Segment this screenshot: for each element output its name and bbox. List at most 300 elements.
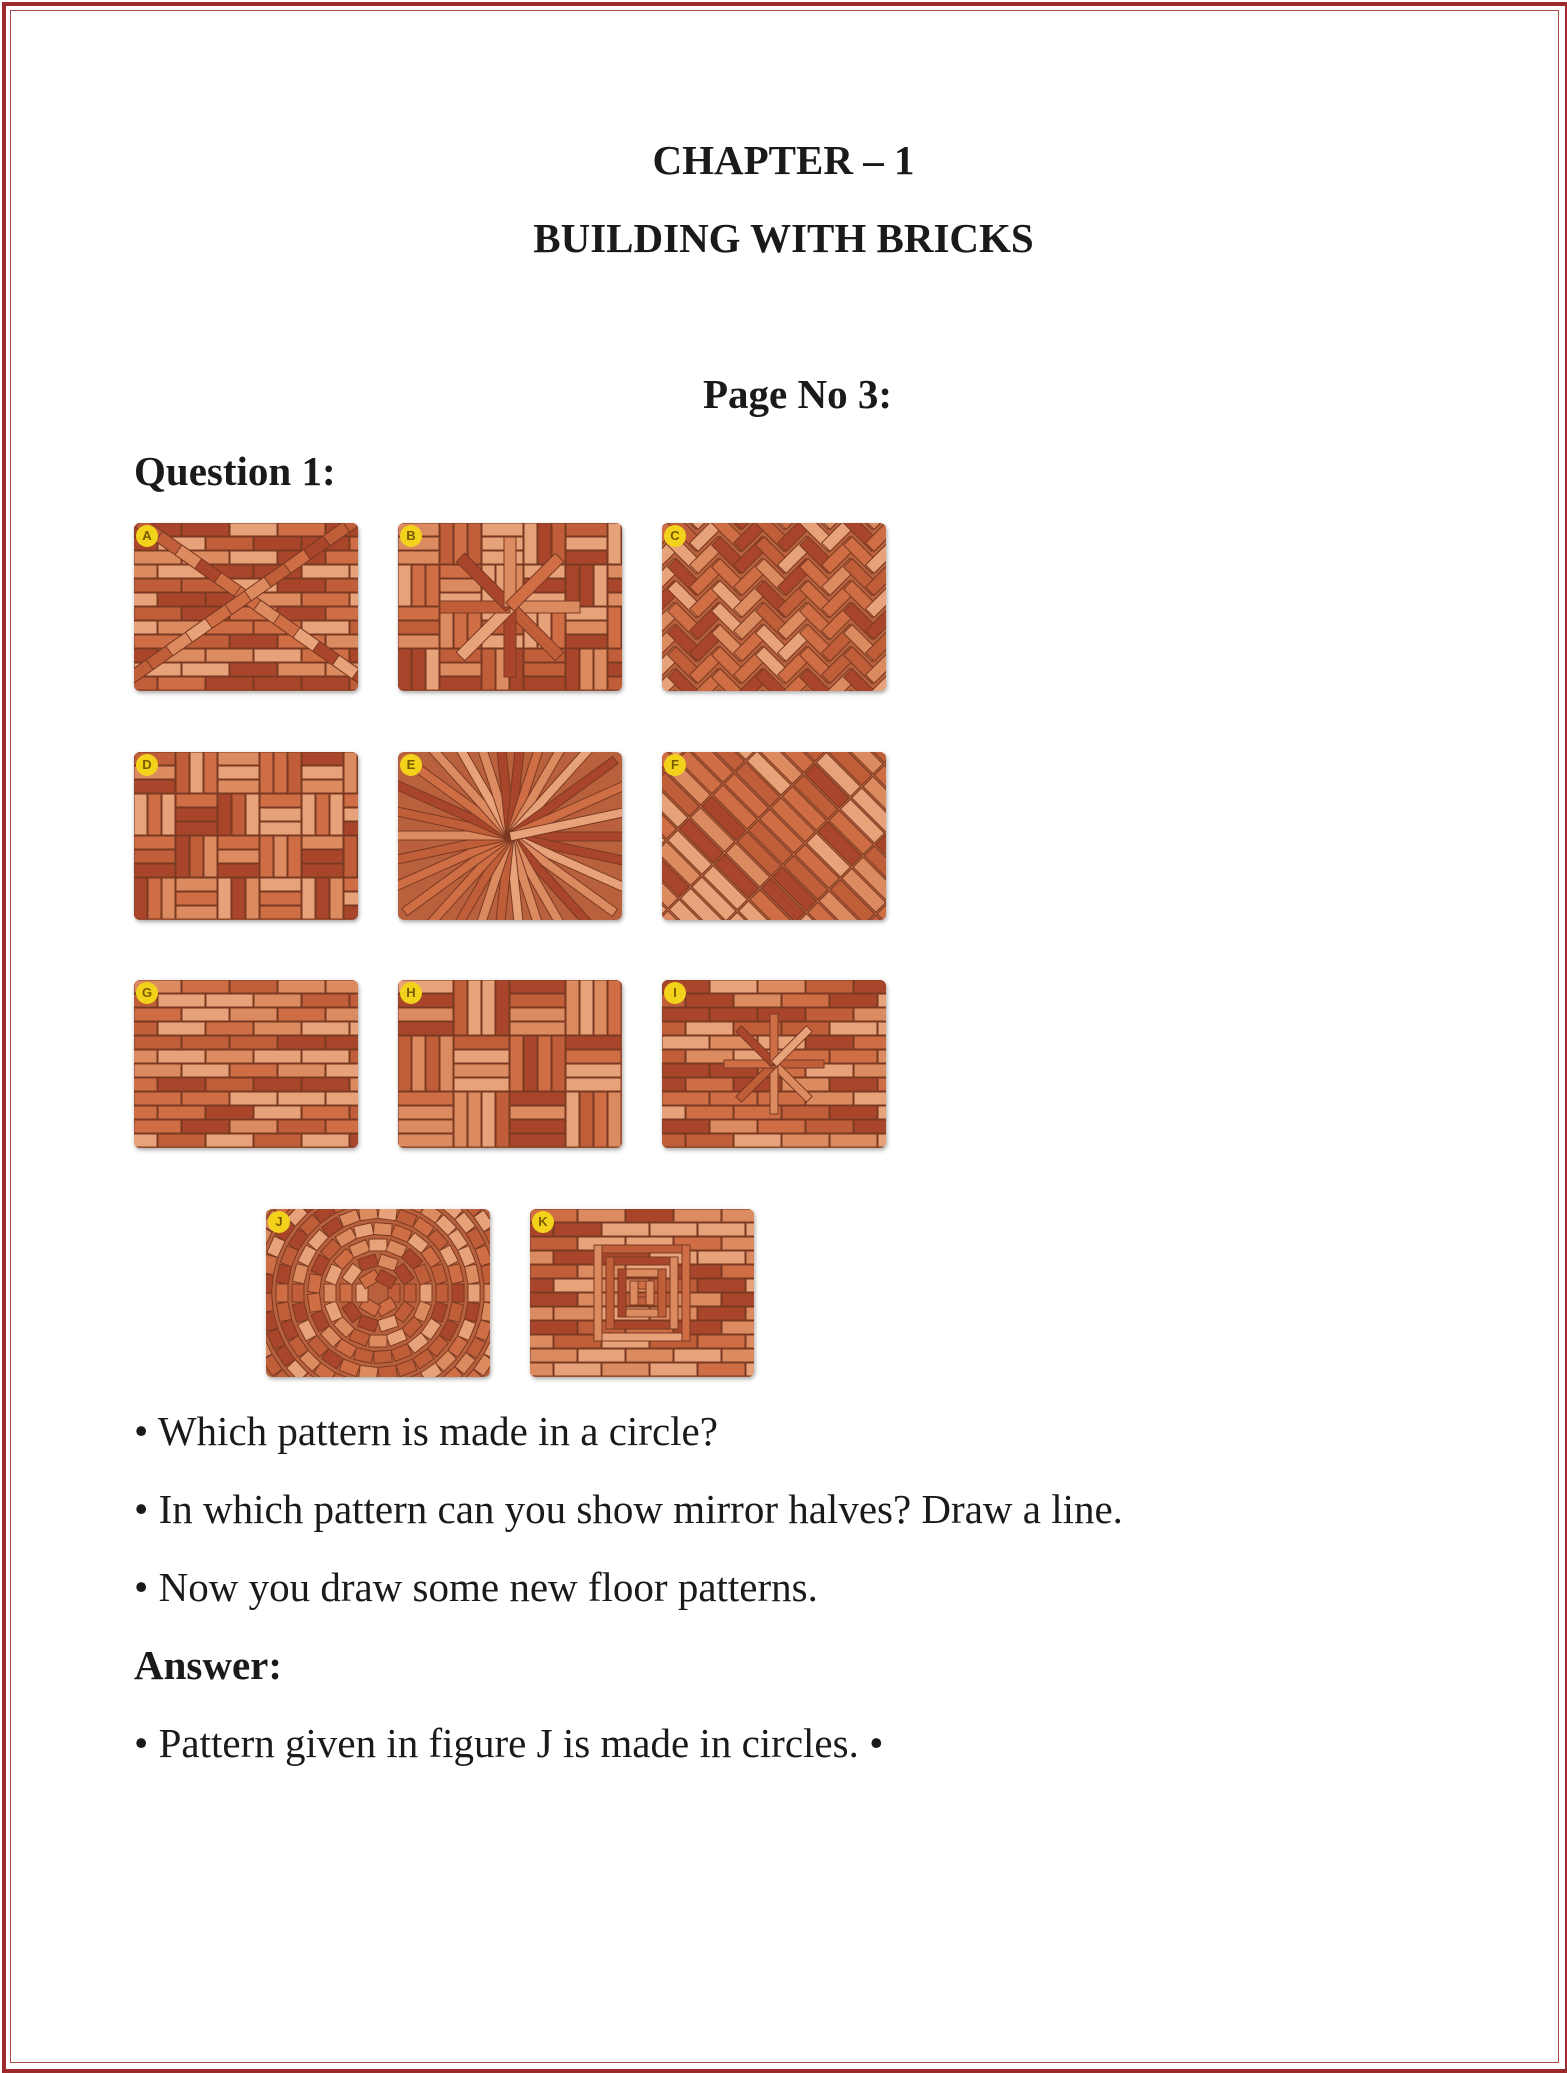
brick <box>218 752 259 765</box>
brick <box>412 1036 425 1091</box>
brick <box>566 1036 621 1049</box>
brick <box>662 1022 685 1035</box>
brick <box>618 1269 626 1317</box>
brick <box>134 780 175 793</box>
brick <box>594 1245 602 1341</box>
brick <box>722 1265 754 1278</box>
brick <box>806 980 853 993</box>
brick <box>782 994 829 1007</box>
brick <box>722 1237 754 1250</box>
brick <box>266 1293 273 1312</box>
brick <box>326 1036 358 1049</box>
brick <box>324 1284 336 1302</box>
brick <box>373 1223 392 1236</box>
brick <box>530 1321 577 1334</box>
brick <box>254 1134 301 1147</box>
brick <box>302 864 343 877</box>
brick <box>524 677 565 690</box>
brick <box>204 752 217 793</box>
brick <box>182 1092 229 1105</box>
brick <box>782 1134 829 1147</box>
figure-label-badge: E <box>400 754 422 776</box>
brick <box>878 1022 886 1035</box>
brick <box>176 836 189 877</box>
brick <box>206 1106 253 1119</box>
brick <box>278 579 325 592</box>
brick <box>278 1008 325 1021</box>
brick <box>398 649 411 690</box>
brick <box>218 878 231 919</box>
brick <box>510 980 565 993</box>
brick <box>646 1281 654 1305</box>
brick <box>254 1022 301 1035</box>
brick <box>454 1078 509 1091</box>
brick <box>530 1293 577 1306</box>
brick <box>698 1223 745 1236</box>
brick <box>398 551 439 564</box>
brick <box>302 878 315 919</box>
brick <box>854 1092 886 1105</box>
brick <box>326 635 358 648</box>
brick <box>230 551 277 564</box>
brick <box>608 593 622 606</box>
brick <box>510 1134 565 1147</box>
brick <box>230 1092 277 1105</box>
brick <box>302 1022 349 1035</box>
brick <box>468 980 481 1035</box>
brick <box>176 808 217 821</box>
question-label: Question 1: <box>134 447 336 495</box>
brick <box>176 892 217 905</box>
brick <box>158 1050 205 1063</box>
brick <box>326 980 358 993</box>
brick <box>454 1092 467 1147</box>
brick <box>758 1120 805 1133</box>
brick-pattern <box>398 752 622 920</box>
brick <box>482 649 495 690</box>
brick <box>734 994 781 1007</box>
brick <box>566 1050 621 1063</box>
brick <box>426 565 439 606</box>
brick <box>206 1078 253 1091</box>
brick <box>350 593 358 606</box>
brick <box>398 1036 411 1091</box>
brick <box>182 1008 229 1021</box>
brick <box>746 1251 754 1264</box>
brick <box>854 1036 886 1049</box>
brick <box>278 1092 325 1105</box>
brick <box>350 1022 358 1035</box>
brick <box>359 1365 378 1377</box>
brick <box>134 1036 181 1049</box>
figure-k <box>530 1209 754 1377</box>
brick <box>710 980 757 993</box>
brick <box>662 1092 709 1105</box>
brick <box>578 1209 625 1222</box>
chapter-heading: CHAPTER – 1 <box>0 136 1567 184</box>
brick <box>316 878 329 919</box>
brick <box>302 1134 349 1147</box>
figure-i <box>662 980 886 1148</box>
brick <box>578 1349 625 1362</box>
brick <box>854 980 886 993</box>
figure-label-badge: D <box>136 754 158 776</box>
brick <box>830 1134 877 1147</box>
brick <box>806 1008 853 1021</box>
brick <box>552 1036 565 1091</box>
brick <box>278 980 325 993</box>
brick <box>134 878 147 919</box>
brick <box>254 1078 301 1091</box>
brick <box>326 551 358 564</box>
brick <box>686 994 733 1007</box>
brick <box>326 1120 358 1133</box>
brick <box>662 1064 709 1077</box>
brick <box>746 1307 754 1320</box>
brick <box>398 565 411 606</box>
brick <box>746 1363 754 1376</box>
brick <box>182 663 229 676</box>
brick <box>134 1008 181 1021</box>
brick <box>218 850 259 863</box>
brick <box>350 1106 358 1119</box>
figure-label-badge: F <box>664 754 686 776</box>
brick <box>662 1036 709 1049</box>
brick <box>292 1284 304 1302</box>
brick <box>454 1064 509 1077</box>
brick <box>398 1008 453 1021</box>
brick <box>662 1078 685 1091</box>
brick <box>373 1350 392 1363</box>
brick <box>830 994 877 1007</box>
figure-label-badge: J <box>268 1211 290 1233</box>
brick <box>206 649 253 662</box>
brick <box>254 677 301 690</box>
brick <box>369 1239 387 1251</box>
brick <box>302 565 349 578</box>
brick <box>594 565 607 606</box>
brick <box>254 994 301 1007</box>
brick <box>698 1279 745 1292</box>
brick <box>468 1284 480 1302</box>
brick <box>158 677 205 690</box>
brick <box>454 1036 509 1049</box>
brick <box>134 794 147 835</box>
brick <box>662 1134 685 1147</box>
brick <box>420 1284 432 1302</box>
brick <box>134 593 157 606</box>
brick <box>530 1349 577 1362</box>
brick <box>206 1022 253 1035</box>
brick <box>398 1106 453 1119</box>
brick <box>134 1120 181 1133</box>
brick <box>686 1134 733 1147</box>
brick <box>218 766 259 779</box>
figure-c <box>662 523 886 691</box>
brick <box>218 780 259 793</box>
brick <box>326 1064 358 1077</box>
brick <box>344 906 358 919</box>
brick <box>344 836 357 877</box>
brick <box>206 1050 253 1063</box>
figure-f <box>662 752 886 920</box>
brick <box>260 878 301 891</box>
brick <box>746 1223 754 1236</box>
brick <box>326 1092 358 1105</box>
figure-h <box>398 980 622 1148</box>
brick <box>350 621 358 634</box>
brick <box>134 565 157 578</box>
figure-label-badge: H <box>400 982 422 1004</box>
brick <box>398 607 439 620</box>
brick <box>340 1284 352 1302</box>
figure-g <box>134 980 358 1148</box>
brick <box>260 906 301 919</box>
brick <box>830 1022 877 1035</box>
brick <box>594 980 607 1035</box>
brick <box>746 1335 754 1348</box>
brick <box>758 1008 805 1021</box>
brick <box>580 1092 593 1147</box>
brick <box>288 752 301 793</box>
brick <box>606 1321 678 1329</box>
brick <box>606 1257 614 1329</box>
brick <box>530 1251 553 1264</box>
brick <box>398 1092 453 1105</box>
brick <box>330 794 343 835</box>
brick <box>134 850 175 863</box>
brick <box>670 1257 678 1329</box>
brick <box>260 794 301 807</box>
brick <box>254 649 301 662</box>
brick <box>344 878 358 891</box>
brick <box>878 994 886 1007</box>
brick <box>468 1092 481 1147</box>
brick-pattern <box>134 523 358 691</box>
brick <box>206 677 253 690</box>
brick <box>134 1064 181 1077</box>
brick <box>232 794 245 835</box>
brick-pattern <box>398 523 622 691</box>
brick <box>134 836 175 849</box>
brick <box>176 822 217 835</box>
brick <box>482 980 495 1035</box>
brick <box>878 1050 886 1063</box>
brick <box>426 649 439 690</box>
brick <box>626 1209 673 1222</box>
chapter-title: BUILDING WITH BRICKS <box>0 214 1567 262</box>
brick <box>302 1078 349 1091</box>
brick <box>538 1036 551 1091</box>
brick <box>854 1120 886 1133</box>
brick <box>288 836 301 877</box>
brick <box>134 607 181 620</box>
brick <box>674 1265 721 1278</box>
brick <box>398 1120 453 1133</box>
brick <box>182 523 229 536</box>
brick <box>806 1092 853 1105</box>
brick <box>510 1092 565 1105</box>
brick <box>254 1050 301 1063</box>
brick <box>524 523 537 564</box>
brick <box>482 537 523 550</box>
brick <box>482 551 523 564</box>
brick <box>134 864 175 877</box>
brick <box>398 635 439 648</box>
brick <box>230 523 277 536</box>
brick <box>302 850 343 863</box>
brick <box>369 1335 387 1347</box>
brick <box>530 1279 553 1292</box>
brick <box>302 621 349 634</box>
brick <box>594 649 607 690</box>
brick <box>662 1050 685 1063</box>
brick <box>134 579 181 592</box>
brick <box>510 1120 565 1133</box>
brick <box>806 1036 853 1049</box>
brick <box>734 1134 781 1147</box>
brick <box>524 1036 537 1091</box>
brick-pattern <box>662 752 886 920</box>
figure-label-badge: K <box>532 1211 554 1233</box>
brick <box>452 1284 464 1302</box>
brick <box>484 1284 490 1302</box>
brick <box>302 994 349 1007</box>
brick <box>330 878 343 919</box>
brick <box>854 1064 886 1077</box>
brick <box>566 980 579 1035</box>
brick <box>278 663 325 676</box>
brick <box>350 537 358 550</box>
brick <box>302 1106 349 1119</box>
brick <box>608 523 621 564</box>
question-bullet-1: • Which pattern is made in a circle? <box>134 1407 718 1455</box>
brick <box>326 1008 358 1021</box>
brick <box>302 766 343 779</box>
brick <box>530 1265 577 1278</box>
brick <box>158 1078 205 1091</box>
brick <box>566 565 579 606</box>
brick <box>602 1363 649 1376</box>
brick <box>278 523 325 536</box>
brick <box>158 1134 205 1147</box>
brick <box>686 1022 733 1035</box>
brick <box>878 1134 886 1147</box>
brick <box>566 537 607 550</box>
brick <box>302 752 343 765</box>
brick <box>182 1120 229 1133</box>
brick <box>580 649 593 690</box>
brick <box>316 794 329 835</box>
brick <box>510 1106 565 1119</box>
brick <box>176 906 217 919</box>
brick <box>454 1050 509 1063</box>
brick <box>206 994 253 1007</box>
brick <box>566 635 607 648</box>
brick <box>230 1036 277 1049</box>
brick <box>218 794 231 835</box>
brick <box>878 1078 886 1091</box>
brick <box>307 1293 322 1313</box>
brick <box>230 635 277 648</box>
brick <box>722 1209 754 1222</box>
question-bullet-3: • Now you draw some new floor patterns. <box>134 1563 818 1611</box>
brick <box>426 1036 439 1091</box>
brick <box>566 523 607 536</box>
brick <box>302 780 343 793</box>
brick <box>510 994 565 1007</box>
brick <box>436 1284 448 1302</box>
brick <box>260 752 273 793</box>
brick <box>158 1106 205 1119</box>
brick <box>206 537 253 550</box>
brick <box>404 1284 416 1302</box>
brick <box>698 1335 745 1348</box>
brick <box>662 1008 709 1021</box>
brick <box>350 1050 358 1063</box>
brick <box>182 980 229 993</box>
brick <box>158 994 205 1007</box>
brick <box>190 752 203 793</box>
brick <box>566 1078 621 1091</box>
brick <box>722 1349 754 1362</box>
brick <box>830 1078 877 1091</box>
brick <box>722 1321 754 1334</box>
brick <box>580 980 593 1035</box>
brick <box>302 1050 349 1063</box>
brick <box>454 980 467 1035</box>
brick <box>658 1269 666 1317</box>
brick <box>158 593 205 606</box>
brick <box>307 1274 322 1294</box>
brick <box>566 551 607 564</box>
brick <box>510 1022 565 1035</box>
brick <box>398 621 439 634</box>
brick-pattern <box>134 980 358 1148</box>
brick <box>344 892 358 905</box>
brick <box>686 1078 733 1091</box>
brick <box>878 1106 886 1119</box>
brick <box>378 1365 397 1377</box>
brick <box>176 794 217 807</box>
brick <box>566 621 607 634</box>
brick <box>830 1106 877 1119</box>
brick <box>682 1245 690 1341</box>
brick <box>698 1363 745 1376</box>
figure-label-badge: I <box>664 982 686 1004</box>
brick <box>302 677 349 690</box>
brick <box>344 794 358 807</box>
brick <box>606 1257 678 1265</box>
brick <box>274 752 287 793</box>
brick <box>350 994 358 1007</box>
brick <box>698 1307 745 1320</box>
brick <box>378 1209 397 1221</box>
brick <box>148 878 161 919</box>
brick <box>176 878 217 891</box>
brick <box>662 1120 709 1133</box>
figure-label-badge: G <box>136 982 158 1004</box>
brick <box>698 1251 745 1264</box>
brick <box>162 794 175 835</box>
brick <box>412 649 425 690</box>
brick <box>554 1363 601 1376</box>
answer-label: Answer: <box>134 1641 282 1689</box>
brick <box>722 1293 754 1306</box>
brick <box>440 663 481 676</box>
figure-b <box>398 523 622 691</box>
brick <box>344 822 358 835</box>
